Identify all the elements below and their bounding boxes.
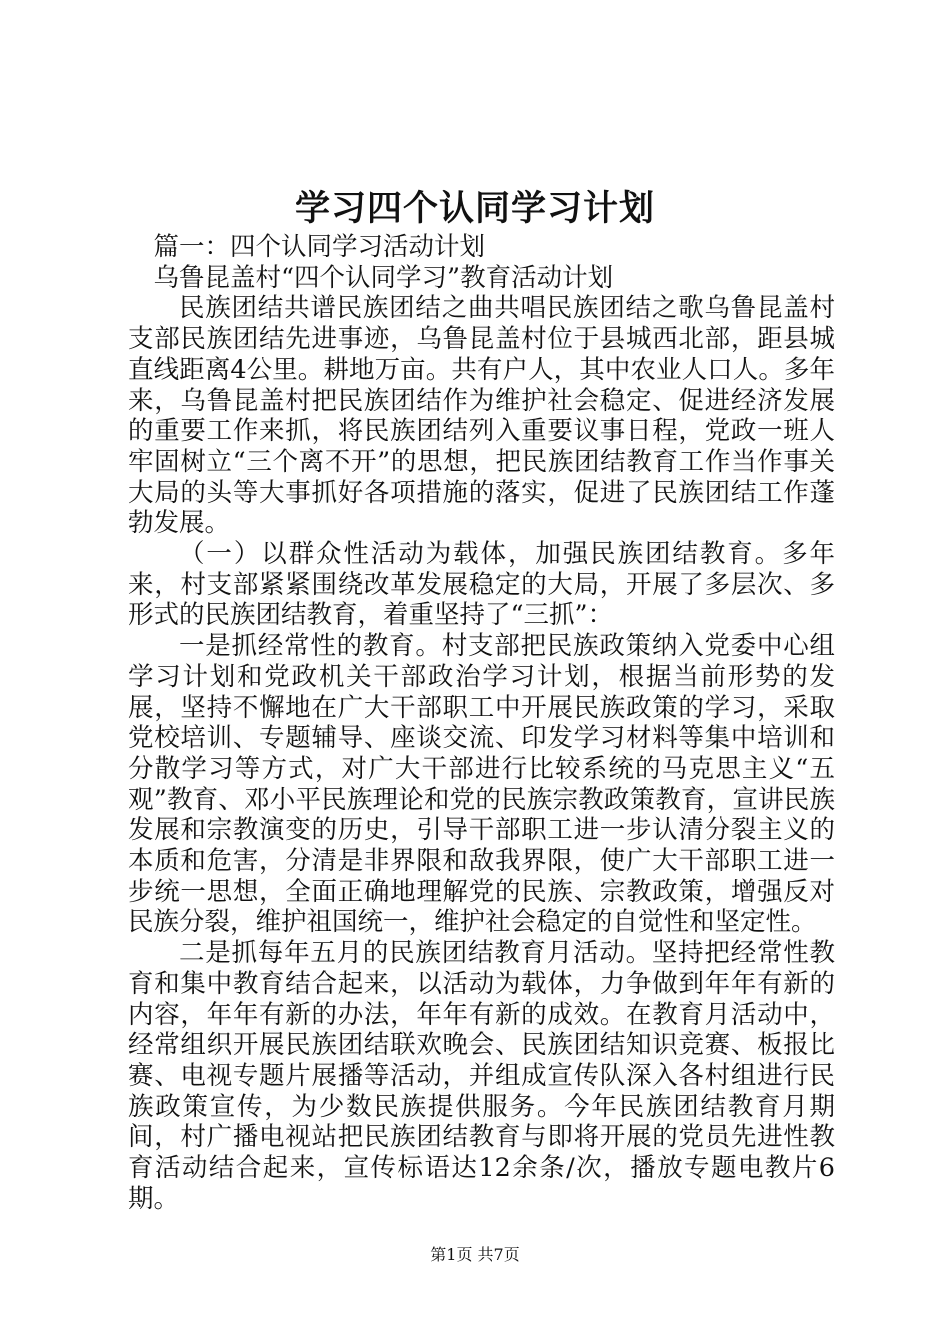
plan-title: 乌鲁昆盖村“四个认同学习”教育活动计划 <box>153 262 614 293</box>
paragraph: （一）以群众性活动为载体，加强民族团结教育。多年来，村支部紧紧围绕改革发展稳定的大局，开展了多层次、多形式的民族团结教育，着重坚持了“三抓”： <box>128 539 835 631</box>
document-body <box>128 232 835 1215</box>
section-heading: 篇一：四个认同学习活动计划 <box>153 232 486 262</box>
paragraph: 二是抓每年五月的民族团结教育月活动。坚持把经常性教育和集中教育结合起来，以活动为载体，力争做到年年有新的内容，年年有新的办法，年年有新的成效。在教育月活动中，经常组织开展民族团结联欢晚会、民族团结知识竞赛、板报比赛、电视专题片展播等活动，并组成宣传队深入各村组进行民族政策宣传，为少数民族提供服务。今年民族团结教育月期间，村广播电视站把民族团结教育与即将开展的党员先进性教育活动结合起来，宣传标语达12余条/次，播放专题电教片6期。 <box>128 938 835 1214</box>
page-title: 学习四个认同学习计划 <box>294 188 655 229</box>
paragraph: 一是抓经常性的教育。村支部把民族政策纳入党委中心组学习计划和党政机关干部政治学习计划，根据当前形势的发展，坚持不懈地在广大干部职工中开展民族政策的学习，采取党校培训、专题辅导、座谈交流、印发学习材料等集中培训和分散学习等方式，对广大干部进行比较系统的马克思主义“五观”教育、邓小平民族理论和党的民族宗教政策教育，宣讲民族发展和宗教演变的历史，引导干部职工进一步认清分裂主义的本质和危害，分清是非界限和敌我界限，使广大干部职工进一步统一思想，全面正确地理解党的民族、宗教政策，增强反对民族分裂，维护祖国统一，维护社会稳定的自觉性和坚定性。 <box>128 631 835 938</box>
paragraph: 民族团结共谱民族团结之曲共唱民族团结之歌乌鲁昆盖村支部民族团结先进事迹，乌鲁昆盖村位于县城西北部，距县城直线距离4公里。耕地万亩。共有户人，其中农业人口人。多年来，乌鲁昆盖村把民族团结作为维护社会稳定、促进经济发展的重要工作来抓，将民族团结列入重要议事日程，党政一班人牢固树立“三个离不开”的思想，把民族团结教育工作当作事关大局的头等大事抓好各项措施的落实，促进了民族团结工作蓬勃发展。 <box>128 293 835 539</box>
page-footer: 第1页 共7页 <box>430 1245 520 1264</box>
